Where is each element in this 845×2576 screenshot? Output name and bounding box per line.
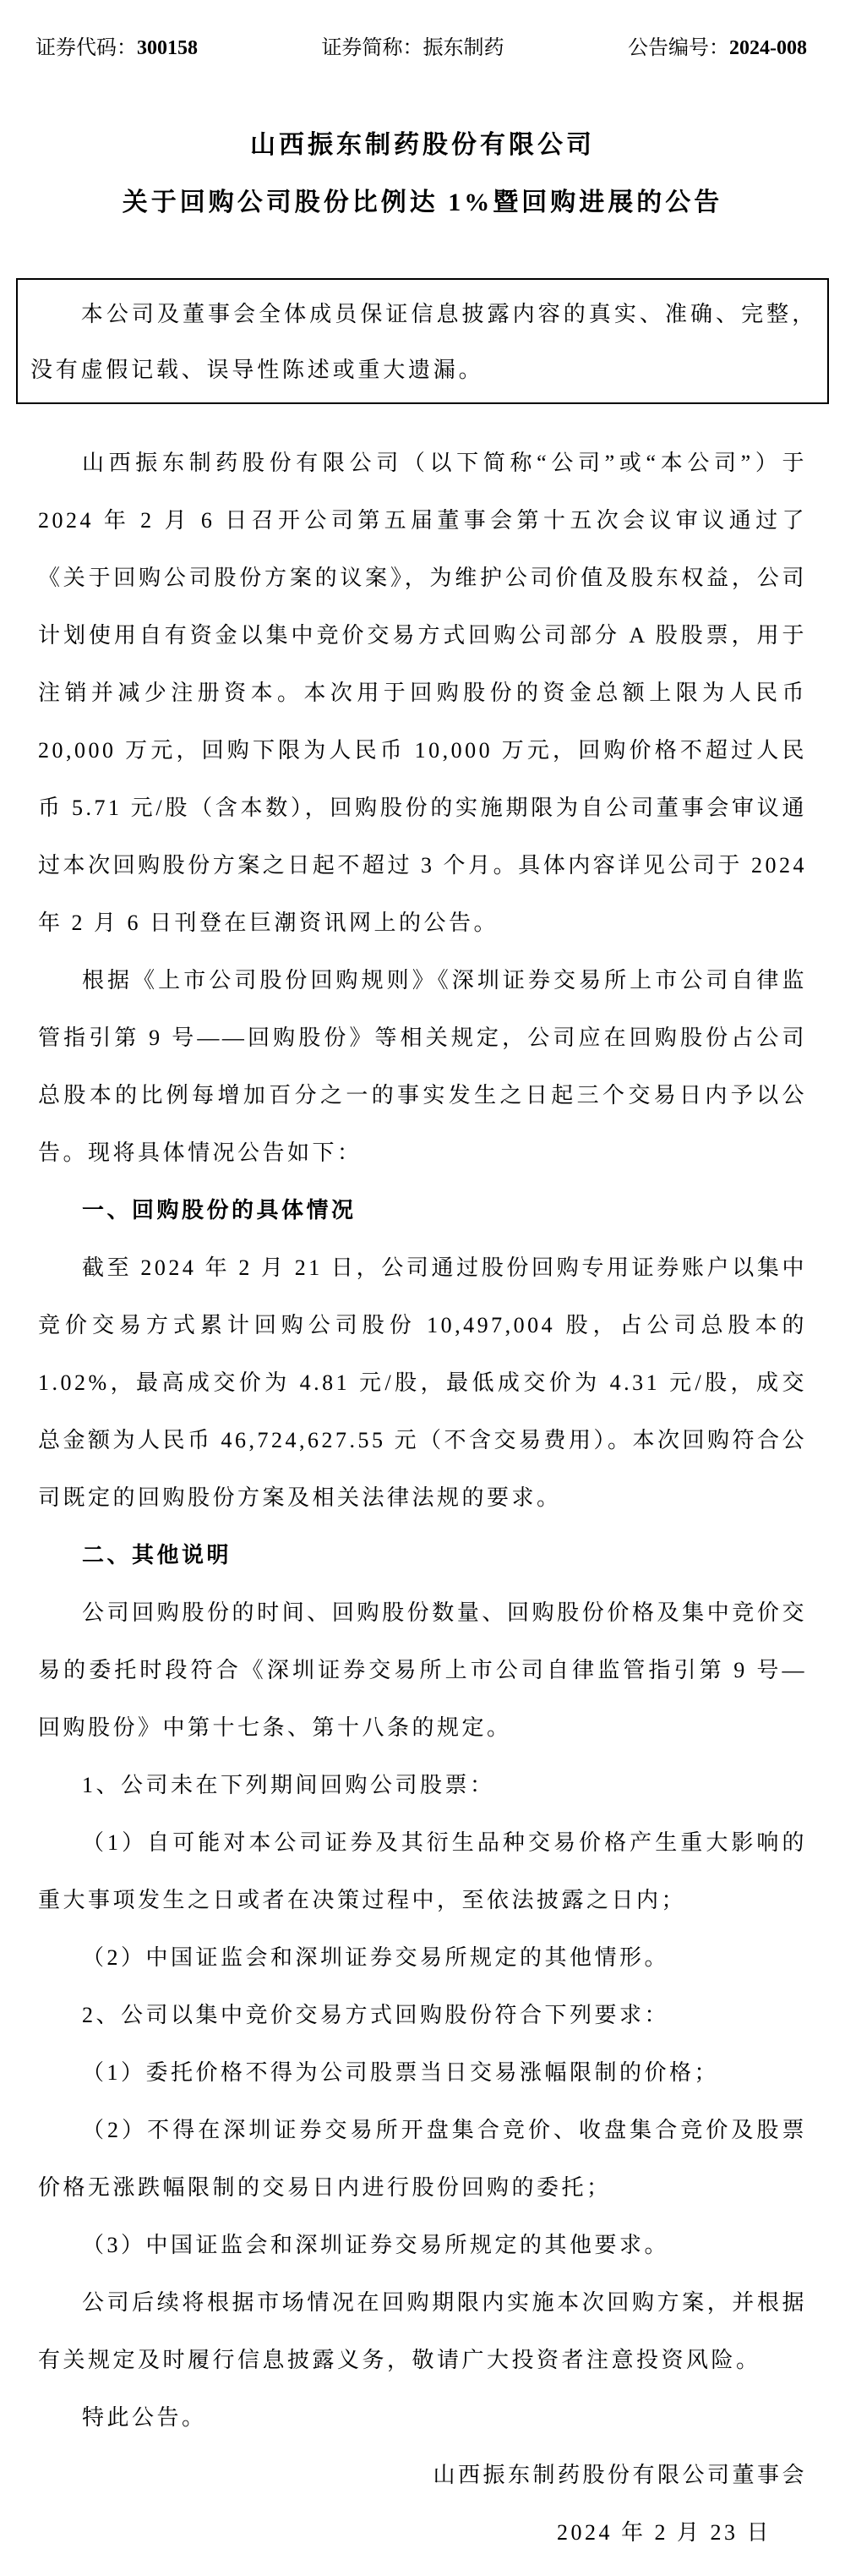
paragraph: （2）不得在深圳证券交易所开盘集合竞价、收盘集合竞价及股票价格无涨跌幅限制的交易日内进行股份回购的委托；: [38, 2118, 807, 2200]
stock-code-value: 300158: [137, 37, 198, 59]
paragraph: 山西振东制药股份有限公司（以下简称“公司”或“本公司”）于 2024 年 2 月 6 日召开公司第五届董事会第十五次会议审议通过了《关于回购公司股份方案的议案》，为维护公司价值及股东权益，公司计划使用自有资金以集中竞价交易方式回购公司部分 A 股股票，用于注销并减少注册资本。本次用于回购股份的资金总额上限为人民币 20,000 万元，回购下限为人民币 10,000 万元，回购价格不超过人民币 5.71 元/股（含本数），回购股份的实施期限为自公司董事会审议通过本次回购股份方案之日起不超过 3 个月。具体内容详见公司于 2024 年 2 月 6 日刊登在巨潮资讯网上的公告。: [38, 451, 807, 935]
section-heading: 一、回购股份的具体情况: [82, 1198, 357, 1222]
paragraph: 截至 2024 年 2 月 21 日，公司通过股份回购专用证券账户以集中竞价交易方式累计回购公司股份 10,497,004 股，占公司总股本的 1.02%，最高成交价为 4.81 元/股，最低成交价为 4.31 元/股，成交总金额为人民币 46,724,627.55 元（不含交易费用）。本次回购符合公司既定的回购股份方案及相关法律法规的要求。: [38, 1255, 808, 1510]
stock-code: [35, 34, 198, 63]
paragraph: 特此公告。: [82, 2405, 207, 2430]
paragraph: 公司后续将根据市场情况在回购期限内实施本次回购方案，并根据有关规定及时履行信息披露义务，敬请广大投资者注意投资风险。: [38, 2290, 807, 2372]
announcement-number-value: 2024-008: [729, 37, 807, 59]
document-header: [0, 0, 845, 63]
stock-name: [322, 34, 504, 63]
announcement-number: [628, 34, 807, 63]
paragraph: （2）中国证监会和深圳证券交易所规定的其他情形。: [82, 1945, 670, 1970]
stock-code-label: 证券代码：: [35, 37, 137, 59]
paragraph: 1、公司未在下列期间回购公司股票：: [82, 1773, 495, 1797]
signature-block: [0, 2447, 845, 2562]
disclaimer-text: 本公司及董事会全体成员保证信息披露内容的真实、准确、完整，没有虚假记载、误导性陈述或重大遗漏。: [30, 302, 817, 382]
section-heading: 二、其他说明: [82, 1543, 232, 1567]
stock-name-label: 证券简称：: [321, 37, 423, 59]
paragraph: （1）委托价格不得为公司股票当日交易涨幅限制的价格；: [82, 2060, 720, 2085]
document-title: [0, 117, 845, 232]
announcement-number-label: 公告编号：: [628, 37, 729, 59]
body-content: [0, 435, 845, 2447]
signature-company: 山西振东制药股份有限公司董事会: [433, 2463, 807, 2487]
signature-date: 2024 年 2 月 23 日: [556, 2520, 771, 2545]
disclaimer-box: [16, 278, 829, 404]
company-name-title: 山西振东制药股份有限公司: [250, 131, 595, 159]
announcement-title: 关于回购公司股份比例达 1%暨回购进展的公告: [122, 189, 723, 216]
paragraph: 根据《上市公司股份回购规则》《深圳证券交易所上市公司自律监管指引第 9 号——回购股份》等相关规定，公司应在回购股份占公司总股本的比例每增加百分之一的事实发生之日起三个交易日内予以公告。现将具体情况公告如下：: [38, 968, 807, 1165]
paragraph: 公司回购股份的时间、回购股份数量、回购股份价格及集中竞价交易的委托时段符合《深圳证券交易所上市公司自律监管指引第 9 号—回购股份》中第十七条、第十八条的规定。: [38, 1600, 807, 1740]
stock-name-value: 振东制药: [422, 37, 504, 59]
paragraph: （1）自可能对本公司证券及其衍生品种交易价格产生重大影响的重大事项发生之日或者在决策过程中，至依法披露之日内；: [38, 1830, 807, 1912]
paragraph: 2、公司以集中竞价交易方式回购股份符合下列要求：: [82, 2003, 670, 2027]
paragraph: （3）中国证监会和深圳证券交易所规定的其他要求。: [82, 2233, 670, 2257]
